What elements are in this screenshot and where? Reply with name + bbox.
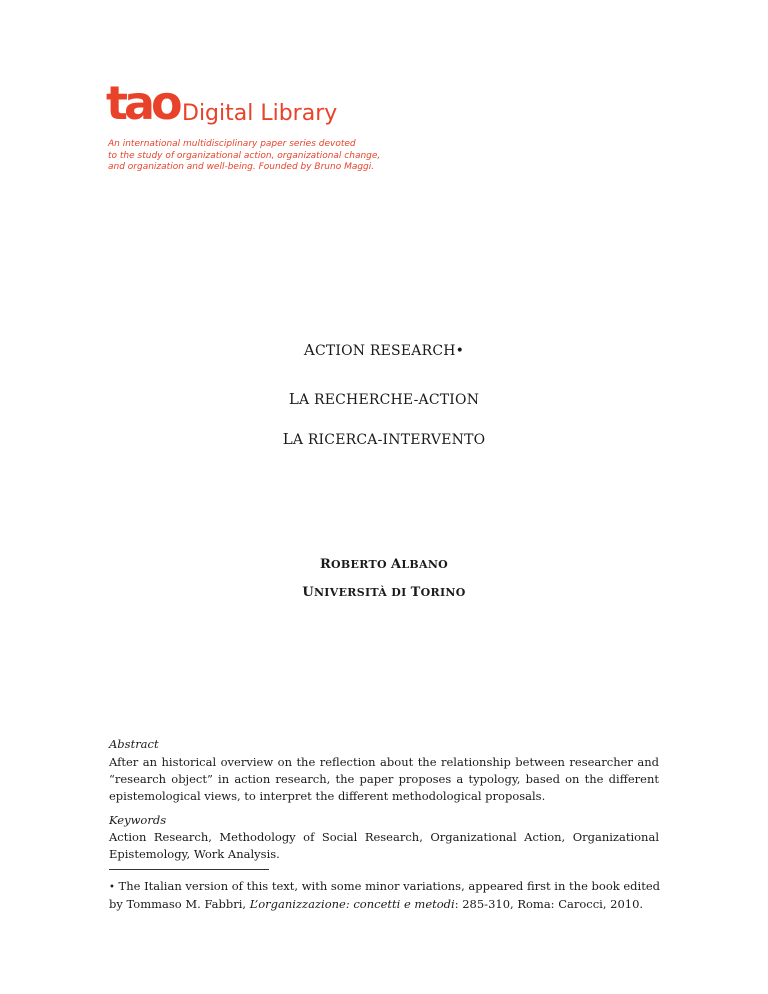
- title-rest: A RICERCA-INTERVENTO: [292, 432, 486, 448]
- series-tagline: [108, 139, 428, 174]
- affil-rest: ORINO: [420, 586, 466, 599]
- title-rest: CTION RESEARCH: [314, 343, 456, 359]
- abstract-heading: Abstract: [109, 737, 159, 751]
- author-affiliation: [0, 585, 768, 600]
- author-rest: OBERTO: [331, 558, 391, 571]
- keywords-heading: Keywords: [109, 813, 167, 827]
- footnote-bullet: •: [109, 882, 115, 893]
- title-cap: L: [288, 390, 299, 408]
- affil-cap: T: [410, 585, 421, 600]
- title-english: [0, 341, 768, 359]
- tagline-line: to the study of organizational action, organizational change,: [108, 150, 381, 161]
- title-french: [0, 390, 768, 408]
- affil-rest: NIVERSITÀ DI: [313, 586, 411, 599]
- footnote-text-end: : 285-310, Roma: Carocci, 2010.: [454, 897, 644, 911]
- author-name: [0, 557, 768, 572]
- author-cap: R: [319, 557, 332, 572]
- title-cap: L: [282, 430, 293, 448]
- footnote-marker: •: [455, 343, 465, 359]
- title-cap: A: [303, 341, 315, 359]
- author-rest: LBANO: [401, 558, 449, 571]
- tagline-line: and organization and well-being. Founded by Bruno Maggi.: [108, 162, 375, 172]
- footnote-text: The Italian version of this text, with some minor variations, appeared first in the book edited by Tommaso M. Fabbri,: [109, 879, 660, 911]
- title-italian: [0, 430, 768, 448]
- footnote-divider: [109, 869, 269, 870]
- keywords-text: Action Research, Methodology of Social Research, Organizational Action, Organizational Epistemology, Work Analysis.: [109, 830, 659, 861]
- abstract-text: After an historical overview on the reflection about the relationship between researcher and “research object” in action research, the paper proposes a typology, based on the different epistemological views, to interpret the different methodological proposals.: [109, 755, 659, 803]
- footnote-book-title: L’organizzazione: concetti e metodi: [249, 897, 455, 911]
- affil-cap: U: [302, 585, 314, 600]
- logo-text: Digital Library: [182, 101, 338, 126]
- tagline-line: An international multidisciplinary paper series devoted: [108, 139, 356, 149]
- footnote: [109, 878, 669, 913]
- logo-mark: tao: [106, 76, 179, 130]
- author-cap: A: [390, 557, 402, 572]
- title-rest: A RECHERCHE-ACTION: [299, 392, 480, 408]
